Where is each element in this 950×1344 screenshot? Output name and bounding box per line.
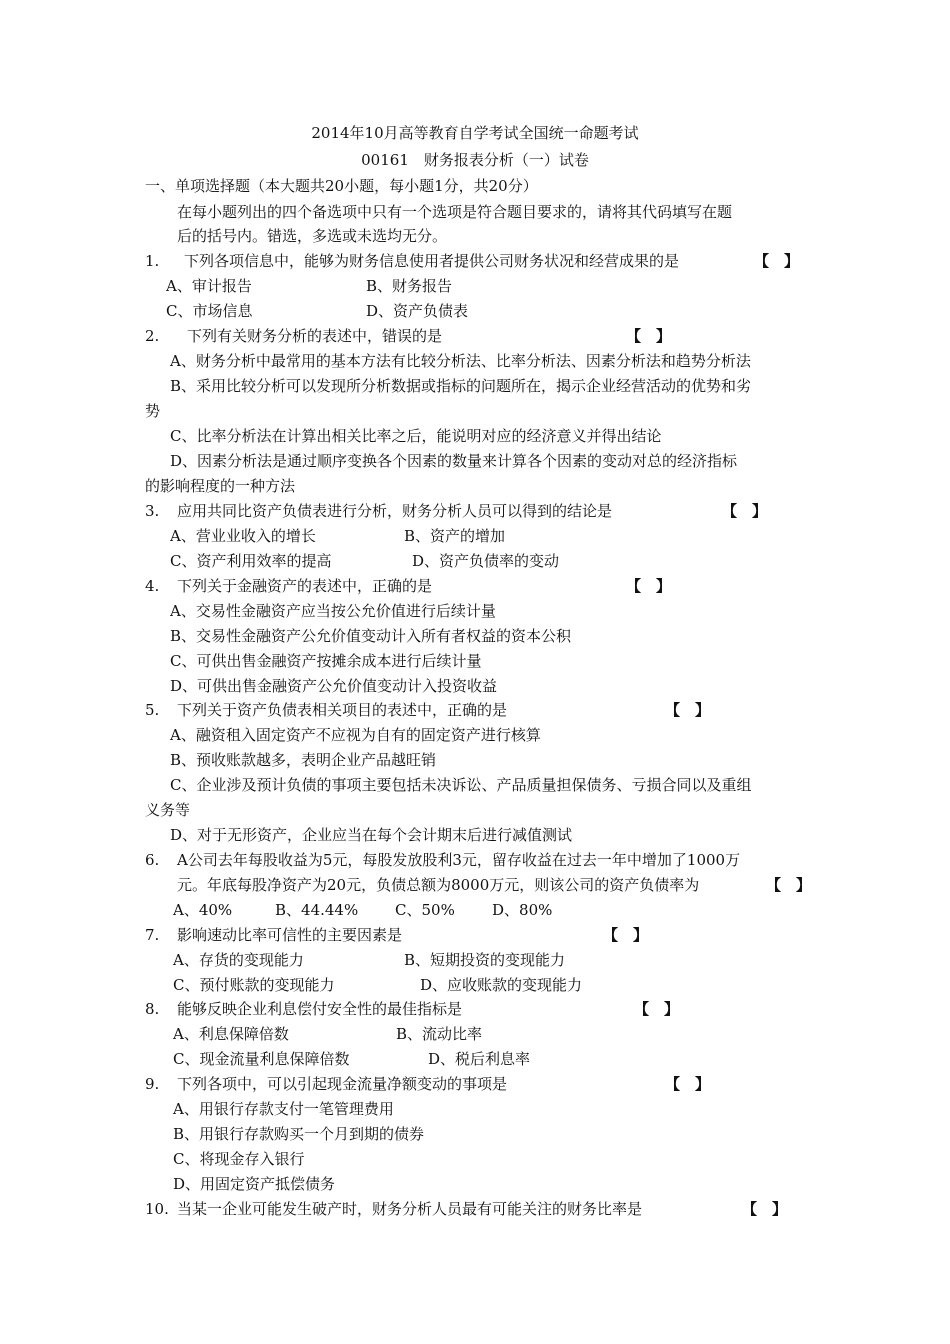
- option-c: C、50%: [395, 901, 455, 919]
- question-stem: A公司去年每股收益为5元，每股发放股利3元，留存收益在过去一年中增加了1000万: [177, 851, 741, 869]
- option-c: C、资产利用效率的提高: [170, 552, 332, 570]
- question-number: 2.: [145, 327, 160, 345]
- option-d-continued: 的影响程度的一种方法: [145, 477, 296, 495]
- question-stem: 下列各项信息中，能够为财务信息使用者提供公司财务状况和经营成果的是: [184, 252, 680, 270]
- option-b: B、财务报告: [366, 277, 453, 295]
- question-number: 4.: [145, 577, 160, 595]
- answer-bracket: 【 】: [742, 1200, 788, 1218]
- answer-bracket: 【 】: [754, 252, 800, 270]
- answer-bracket: 【 】: [665, 701, 711, 719]
- question-number: 6.: [145, 851, 160, 869]
- option-c: C、预付账款的变现能力: [173, 976, 335, 994]
- option-b: B、预收账款越多，表明企业产品越旺销: [170, 751, 437, 769]
- option-d: D、用固定资产抵偿债务: [173, 1175, 336, 1193]
- option-c: C、现金流量利息保障倍数: [173, 1050, 350, 1068]
- instruction-line-2: 后的括号内。错选，多选或未选均无分。: [177, 227, 448, 245]
- question-number: 1.: [145, 252, 160, 270]
- option-d: D、资产负债表: [366, 302, 469, 320]
- option-c: C、企业涉及预计负债的事项主要包括未决诉讼、产品质量担保债务、亏损合同以及重组: [170, 776, 752, 794]
- instruction-line-1: 在每小题列出的四个备选项中只有一个选项是符合题目要求的，请将其代码填写在题: [177, 203, 733, 221]
- option-a: A、利息保障倍数: [173, 1025, 289, 1043]
- option-c: C、比率分析法在计算出相关比率之后，能说明对应的经济意义并得出结论: [170, 427, 662, 445]
- option-d: D、对于无形资产，企业应当在每个会计期末后进行减值测试: [170, 826, 573, 844]
- answer-bracket: 【 】: [766, 876, 812, 894]
- option-b: B、交易性金融资产公允价值变动计入所有者权益的资本公积: [170, 627, 572, 645]
- question-number: 5.: [145, 701, 160, 719]
- option-a: A、40%: [173, 901, 233, 919]
- question-stem: 下列有关财务分析的表述中，错误的是: [187, 327, 443, 345]
- option-c-continued: 义务等: [145, 801, 191, 819]
- question-number: 3.: [145, 502, 160, 520]
- option-b: B、44.44%: [275, 901, 359, 919]
- answer-bracket: 【 】: [603, 926, 649, 944]
- answer-bracket: 【 】: [626, 327, 672, 345]
- option-d: D、80%: [492, 901, 553, 919]
- option-d: D、可供出售金融资产公允价值变动计入投资收益: [170, 677, 498, 695]
- option-a: A、营业业收入的增长: [170, 527, 316, 545]
- option-c: C、可供出售金融资产按摊余成本进行后续计量: [170, 652, 482, 670]
- question-stem: 下列关于金融资产的表述中，正确的是: [177, 577, 433, 595]
- option-a: A、审计报告: [166, 277, 252, 295]
- question-stem: 下列各项中，可以引起现金流量净额变动的事项是: [177, 1075, 508, 1093]
- question-number: 10.: [145, 1200, 169, 1218]
- question-stem: 当某一企业可能发生破产时，财务分析人员最有可能关注的财务比率是: [177, 1200, 643, 1218]
- answer-bracket: 【 】: [665, 1075, 711, 1093]
- option-d: D、应收账款的变现能力: [420, 976, 583, 994]
- option-a: A、用银行存款支付一笔管理费用: [173, 1100, 394, 1118]
- option-b: B、流动比率: [396, 1025, 483, 1043]
- paper-subtitle: 00161 财务报表分析（一）试卷: [361, 151, 589, 169]
- option-b: B、用银行存款购买一个月到期的债券: [173, 1125, 425, 1143]
- question-number: 8.: [145, 1000, 160, 1018]
- exam-title: 2014年10月高等教育自学考试全国统一命题考试: [311, 124, 639, 142]
- option-d: D、资产负债率的变动: [412, 552, 560, 570]
- option-a: A、存货的变现能力: [173, 951, 304, 969]
- option-a: A、财务分析中最常用的基本方法有比较分析法、比率分析法、因素分析法和趋势分析法: [170, 352, 751, 370]
- option-a: A、融资租入固定资产不应视为自有的固定资产进行核算: [170, 726, 541, 744]
- question-stem: 应用共同比资产负债表进行分析，财务分析人员可以得到的结论是: [177, 502, 613, 520]
- question-stem: 能够反映企业利息偿付安全性的最佳指标是: [177, 1000, 463, 1018]
- option-a: A、交易性金融资产应当按公允价值进行后续计量: [170, 602, 496, 620]
- answer-bracket: 【 】: [722, 502, 768, 520]
- option-d: D、税后利息率: [428, 1050, 531, 1068]
- answer-bracket: 【 】: [626, 577, 672, 595]
- question-stem: 影响速动比率可信性的主要因素是: [177, 926, 403, 944]
- option-c: C、市场信息: [166, 302, 253, 320]
- option-b: B、短期投资的变现能力: [404, 951, 566, 969]
- option-d: D、因素分析法是通过顺序变换各个因素的数量来计算各个因素的变动对总的经济指标: [170, 452, 738, 470]
- section-heading: 一、单项选择题（本大题共20小题，每小题1分，共20分）: [145, 177, 538, 195]
- question-stem: 下列关于资产负债表相关项目的表述中，正确的是: [177, 701, 508, 719]
- question-number: 7.: [145, 926, 160, 944]
- option-b-continued: 势: [145, 402, 161, 420]
- option-c: C、将现金存入银行: [173, 1150, 305, 1168]
- option-b: B、采用比较分析可以发现所分析数据或指标的问题所在，揭示企业经营活动的优势和劣: [170, 377, 752, 395]
- option-b: B、资产的增加: [404, 527, 506, 545]
- answer-bracket: 【 】: [634, 1000, 680, 1018]
- question-number: 9.: [145, 1075, 160, 1093]
- question-stem-continued: 元。年底每股净资产为20元，负债总额为8000万元，则该公司的资产负债率为: [177, 876, 700, 894]
